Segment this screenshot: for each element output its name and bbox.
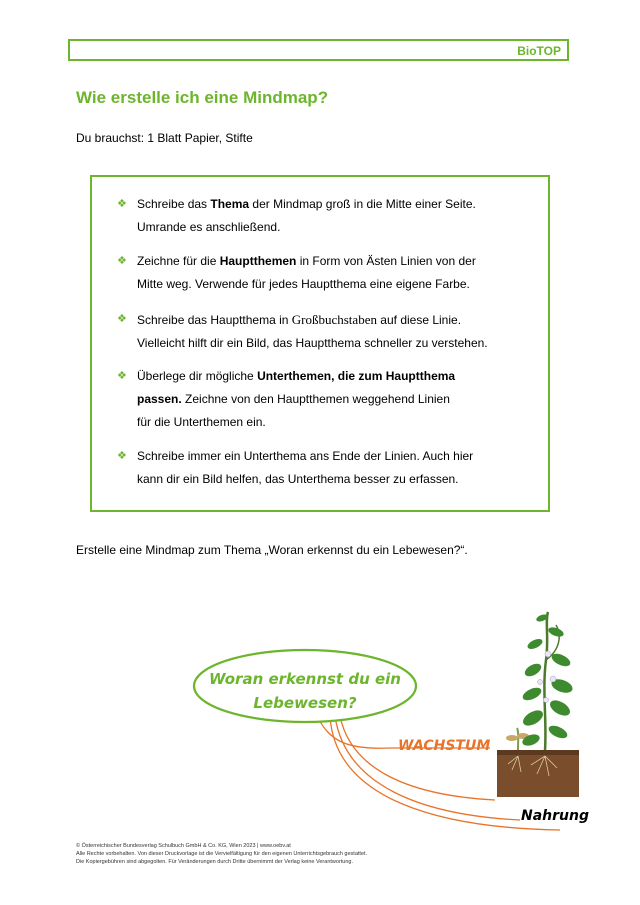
subtopic-label-nahrung: Nahrung — [521, 808, 589, 824]
diamond-bullet-icon: ❖ — [117, 255, 127, 267]
branch-label-wachstum: WACHSTUM — [398, 738, 491, 754]
instruction-item: ❖ Zeichne für die Hauptthemen in Form von Ästen Linien von der Mitte weg. Verwende für jedes Hauptthema eine eigene Farbe. — [117, 250, 542, 296]
diamond-bullet-icon: ❖ — [117, 313, 127, 325]
instructions-box — [90, 175, 550, 512]
instruction-item: ❖ Schreibe immer ein Unterthema ans Ende der Linien. Auch hier kann dir ein Bild helfen, das Unterthema besser zu erfassen. — [117, 445, 542, 491]
instruction-item: ❖ Schreibe das Thema der Mindmap groß in die Mitte einer Seite. Umrande es anschließend. — [117, 193, 542, 239]
materials-text: Du brauchst: 1 Blatt Papier, Stifte — [76, 131, 253, 145]
bean-plant-icon — [497, 612, 579, 797]
mindmap-illustration — [0, 600, 640, 840]
central-topic-line2: Lebewesen? — [253, 694, 357, 712]
central-topic-line1: Woran erkennst du ein — [209, 670, 401, 688]
page-title: Wie erstelle ich eine Mindmap? — [76, 88, 329, 107]
diamond-bullet-icon: ❖ — [117, 450, 127, 462]
header-box — [68, 39, 569, 61]
brand-label: BioTOP — [517, 44, 561, 58]
task-text: Erstelle eine Mindmap zum Thema „Woran erkennst du ein Lebewesen?“. — [76, 543, 468, 557]
instruction-item: ❖ Überlege dir mögliche Unterthemen, die zum Hauptthema passen. Zeichne von den Hauptthemen weggehend Linien für die Unterthemen ein. — [117, 365, 542, 434]
instruction-item: ❖ Schreibe das Hauptthema in Großbuchstaben auf diese Linie. Vielleicht hilft dir ein Bild, das Hauptthema schneller zu verstehen. — [117, 308, 542, 355]
copyright-footer: © Österreichischer Bundesverlag Schulbuch GmbH & Co. KG, Wien 2023 | www.oebv.at Alle Rechte vorbehalten. Von dieser Druckvorlage ist die Vervielfältigung für den eigenen Unterrichtsgebrauch gestattet. Die Kopiergebühren sind abgegolten. Für Veränderungen durch Dritte übernimmt der Verlag keine Verantwortung. — [76, 843, 368, 865]
diamond-bullet-icon: ❖ — [117, 198, 127, 210]
diamond-bullet-icon: ❖ — [117, 370, 127, 382]
